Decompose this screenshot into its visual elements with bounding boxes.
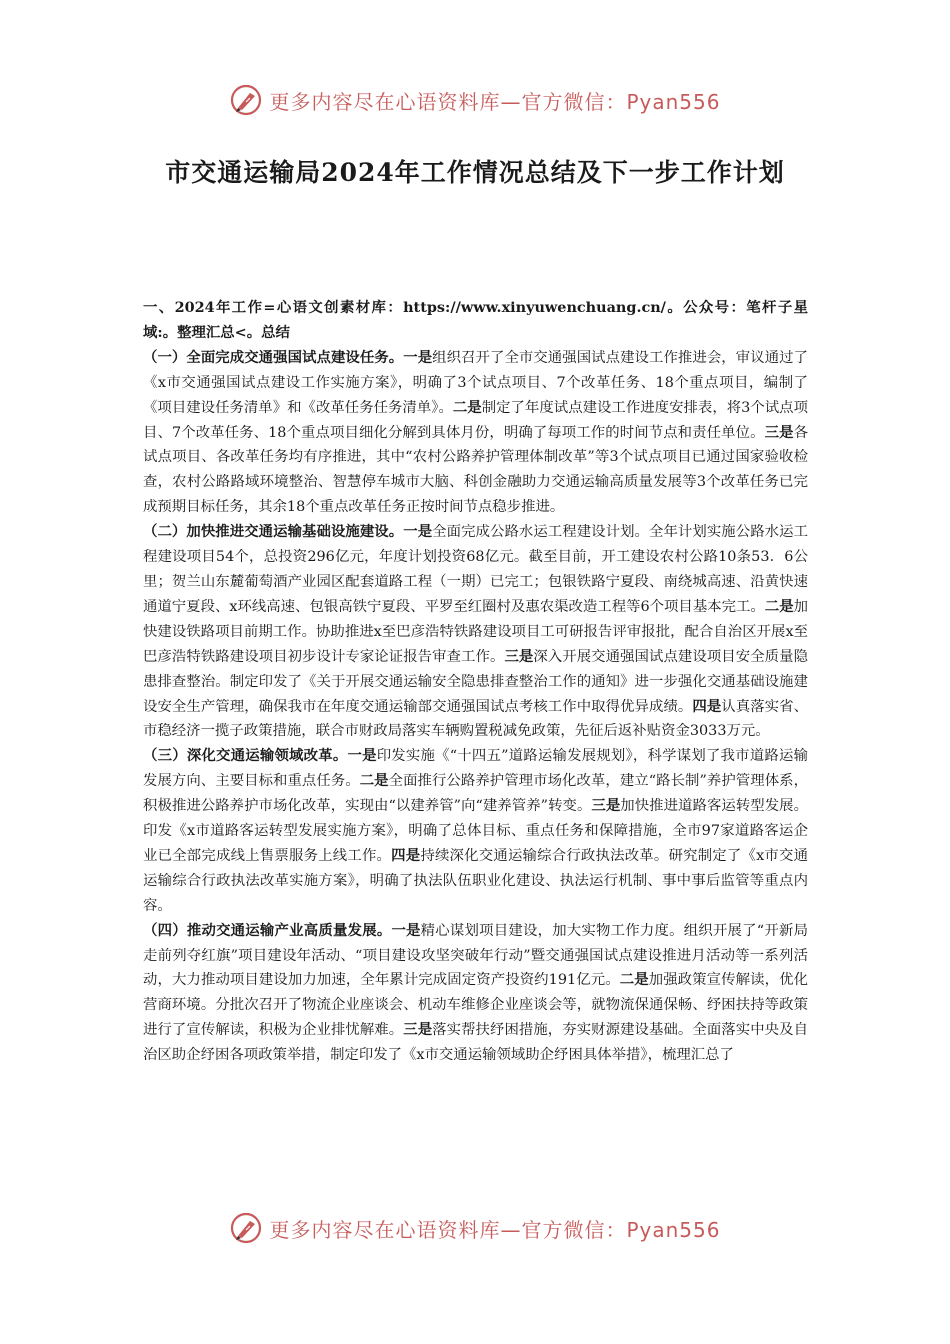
enumerator: 三是: [403, 1021, 433, 1039]
enumerator: 二是: [452, 398, 482, 416]
paragraph-text: 制定了年度试点建设工作进度安排表，将3个试点项目、7个改革任务、18个重点项目细化分解到具体月份，明确了每项工作的时间节点和责任单位。: [143, 399, 808, 441]
enumerator: 一是: [391, 921, 421, 939]
paragraph-heading: （四）推动交通运输产业高质量发展。: [143, 921, 392, 939]
paragraph-text: 加强政策宣传解读，优化营商环境。分批次召开了物流企业座谈会、机动车维修企业座谈会等，就物流保通保畅、纾困扶持等政策进行了宣传解读，积极为企业排忧解难。: [143, 972, 808, 1039]
watermark-banner-bottom: [0, 1208, 950, 1248]
paragraph-heading: （三）深化交通运输领域改革。: [143, 747, 348, 765]
enumerator: 一是: [403, 348, 433, 366]
paragraph-text: 组织召开了全市交通强国试点建设工作推进会，审议通过了《x市交通强国试点建设工作实施方案》，明确了3个试点项目、7个改革任务、18个重点项目，编制了《项目建设任务清单》和《改革任务任务清单》。: [143, 349, 808, 416]
paragraph-text: 持续深化交通运输综合行政执法改革。研究制定了《x市交通运输综合行政执法改革实施方案》，明确了执法队伍职业化建设、执法运行机制、事中事后监管等重点内容。: [143, 847, 808, 914]
enumerator: 二是: [764, 597, 794, 615]
pen-nib-logo-icon: [229, 1211, 263, 1245]
paragraph-text: 精心谋划项目建设，加大实物工作力度。组织开展了“开新局走前列夺红旗”项目建设年活动、“项目建设攻坚突破年行动”暨交通强国试点建设推进月活动等一系列活动，大力推动项目建设加力加速，全年累计完成固定资产投资约191亿元。: [143, 922, 808, 989]
enumerator: 四是: [391, 846, 421, 864]
paragraph-heading: （二）加快推进交通运输基础设施建设。: [143, 523, 404, 541]
pen-nib-logo-icon: [229, 83, 263, 117]
document-body: [143, 296, 808, 1068]
enumerator: 三是: [504, 647, 534, 665]
paragraph-text: 各试点项目、各改革任务均有序推进，其中“农村公路养护管理体制改革”等3个试点项目已通过国家验收检查，农村公路路域环境整治、智慧停车城市大脑、科创金融助力交通运输高质量发展等3个改革任务已完成预期目标任务，其余18个重点改革任务正按时间节点稳步推进。: [143, 424, 808, 516]
enumerator: 二是: [619, 971, 649, 989]
enumerator: 四是: [692, 697, 722, 715]
paragraph-text: 加快建设铁路项目前期工作。协助推进x至巴彦浩特铁路建设项目工可研报告评审报批，配合自治区开展x至巴彦浩特铁路建设项目初步设计专家论证报告审查工作。: [143, 598, 808, 665]
paragraph-1: [143, 346, 808, 520]
enumerator: 二是: [359, 772, 389, 790]
paragraph-text: 全面推行公路养护管理市场化改革，建立“路长制”养护管理体系，积极推进公路养护市场化改革，实现由“以建养管”向“建养管养”转变。: [143, 773, 808, 815]
document-title: 市交通运输局2024年工作情况总结及下一步工作计划: [165, 158, 785, 187]
paragraph-text: 加快推进道路客运转型发展。印发《x市道路客运转型发展实施方案》，明确了总体目标、重点任务和保障措施，全市97家道路客运企业已全部完成线上售票服务上线工作。: [143, 798, 808, 864]
paragraph-heading: （一）全面完成交通强国试点建设任务。: [143, 348, 404, 366]
enumerator: 三是: [591, 797, 621, 815]
paragraph-text: 认真落实省、市稳经济一揽子政策措施，联合市财政局落实车辆购置税减免政策，先征后返补贴资金3033万元。: [143, 698, 808, 740]
paragraph-text: 落实帮扶纾困措施，夯实财源建设基础。全面落实中央及自治区助企纾困各项政策举措，制定印发了《x市交通运输领域助企纾困具体举措》，梳理汇总了: [143, 1022, 808, 1064]
section-heading: 一、2024年工作=心语文创素材库：https://www.xinyuwenchuang.cn/。公众号：笔杆子星域:。整理汇总<。总结: [143, 299, 808, 341]
paragraph-3: [143, 744, 808, 918]
paragraph-4: [143, 919, 808, 1068]
paragraph-text: 印发实施《“十四五”道路运输发展规划》，科学谋划了我市道路运输发展方向、主要目标和重点任务。: [143, 748, 808, 790]
paragraph-text: 深入开展交通强国试点建设项目安全质量隐患排查整治。制定印发了《关于开展交通运输安全隐患排查整治工作的通知》进一步强化交通基础设施建设安全生产管理，确保我市在年度交通运输部交通强国试点考核工作中取得优异成绩。: [143, 648, 808, 715]
watermark-banner-top: [0, 80, 950, 120]
enumerator: 三是: [764, 423, 794, 441]
enumerator: 一是: [347, 747, 377, 765]
watermark-text: 更多内容尽在心语资料库—官方微信：Pyan556: [269, 89, 721, 114]
enumerator: 一是: [403, 523, 433, 541]
watermark-text: 更多内容尽在心语资料库—官方微信：Pyan556: [269, 1217, 721, 1242]
paragraph-text: 全面完成公路水运工程建设计划。全年计划实施公路水运工程建设项目54个，总投资296亿元，年度计划投资68亿元。截至目前，开工建设农村公路10条53．6公里；贺兰山东麓葡萄酒产业园区配套道路工程（一期）已完工；包银铁路宁夏段、南绕城高速、沿黄快速通道宁夏段、x环线高速、包银高铁宁夏段、平罗至红圈村及惠农渠改造工程等6个项目基本完工。: [143, 524, 808, 615]
paragraph-2: [143, 520, 808, 744]
